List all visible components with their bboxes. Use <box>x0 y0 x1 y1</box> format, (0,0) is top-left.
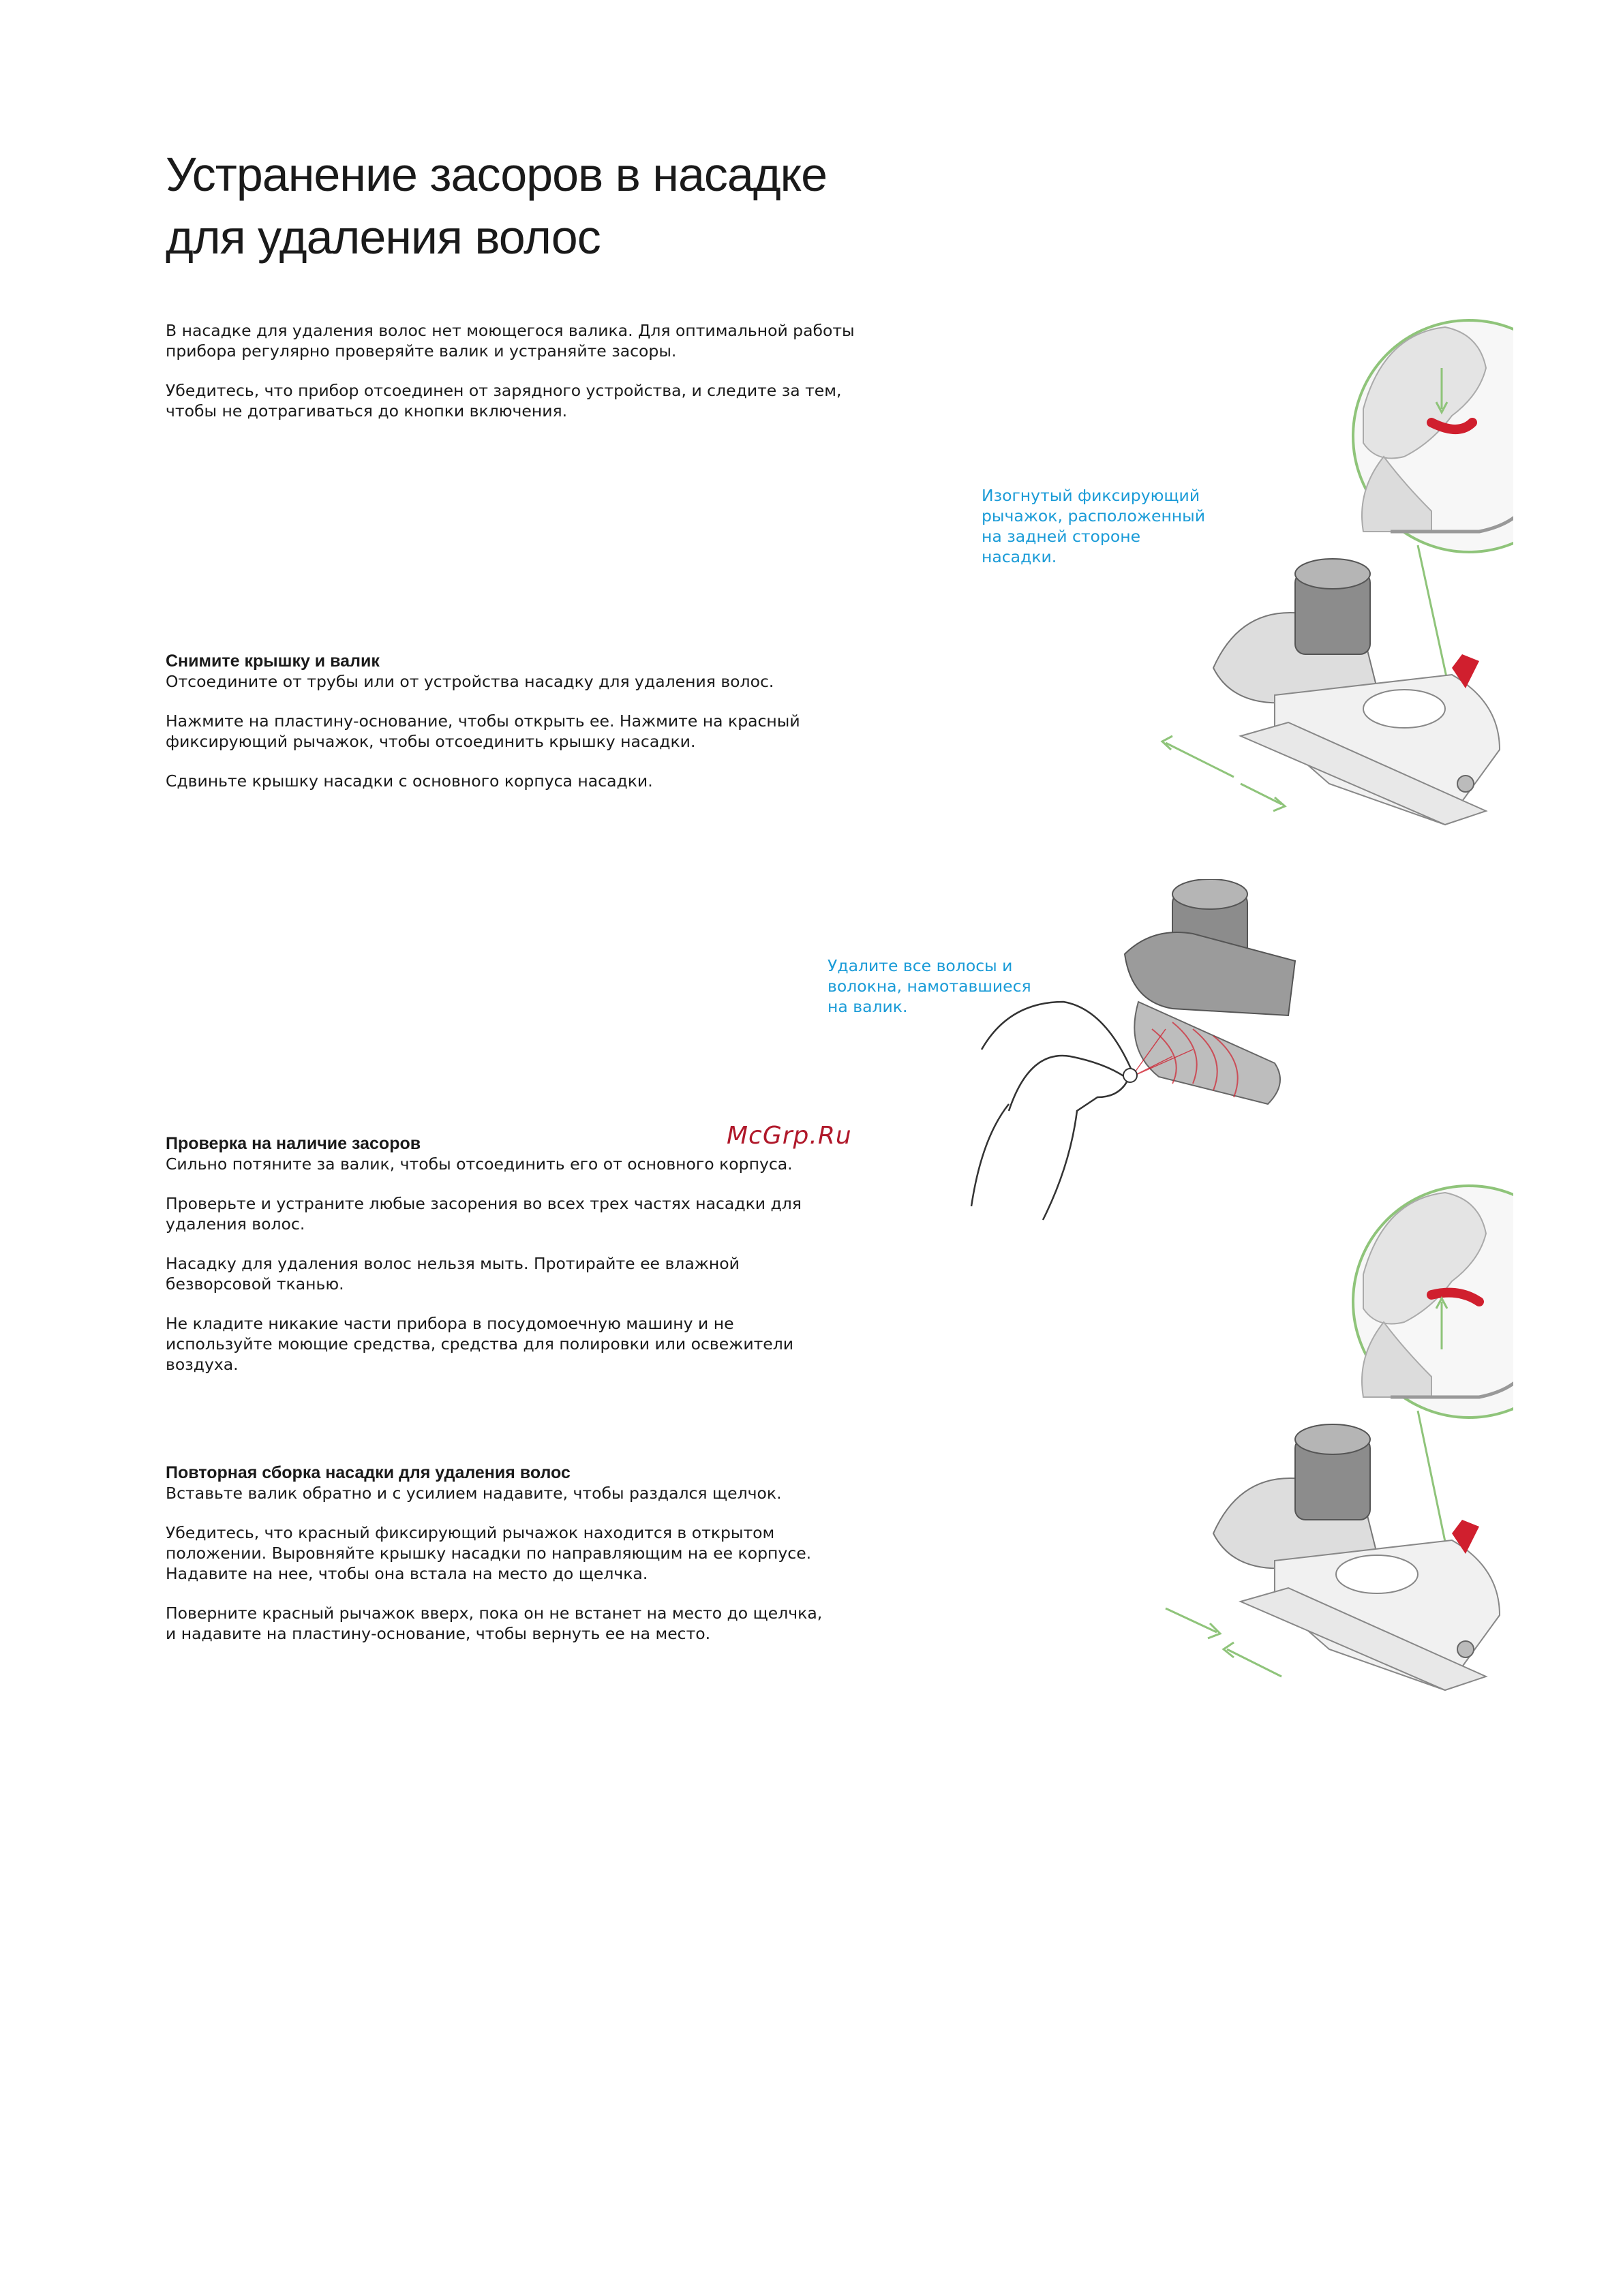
caption-lever-line2: рычажок, расположенный <box>982 506 1206 525</box>
nozzle-reassembly-illustration <box>1159 1172 1513 1738</box>
caption-lever-line3: на задней стороне <box>982 527 1141 546</box>
section-reassembly-p2-line1: Убедитесь, что красный фиксирующий рычажок находится в открытом <box>166 1523 775 1542</box>
section-check-blockages-p1: Сильно потяните за валик, чтобы отсоединить его от основного корпуса. <box>166 1154 793 1174</box>
intro-p2-line2: чтобы не дотрагиваться до кнопки включения. <box>166 401 568 420</box>
caption-lever-line4: насадки. <box>982 547 1057 566</box>
intro-p1-line1: В насадке для удаления волос нет моющегося валика. Для оптимальной работы <box>166 321 855 340</box>
intro-p2-line1: Убедитесь, что прибор отсоединен от зарядного устройства, и следите за тем, <box>166 381 842 400</box>
section-check-blockages-heading: Проверка на наличие засоров <box>166 1134 421 1153</box>
section-reassembly-p3-line1: Поверните красный рычажок вверх, пока он не встанет на место до щелчка, <box>166 1604 823 1623</box>
section-remove-cover-p1: Отсоедините от трубы или от устройства насадку для удаления волос. <box>166 672 774 691</box>
caption-hair-line3: на валик. <box>828 997 908 1016</box>
section-reassembly-p2-line3: Надавите на нее, чтобы она встала на место до щелчка. <box>166 1564 648 1583</box>
intro-text <box>166 320 855 440</box>
section-check-blockages-p2-line2: удаления волос. <box>166 1214 305 1234</box>
caption-lever-line1: Изогнутый фиксирующий <box>982 486 1200 505</box>
caption-hair-line1: Удалите все волосы и <box>828 956 1013 975</box>
caption-hair-line2: волокна, намотавшиеся <box>828 977 1031 996</box>
section-check-blockages-p3-line2: безворсовой тканью. <box>166 1274 344 1294</box>
section-reassembly-p2-line2: положении. Выровняйте крышку насадки по направляющим на ее корпусе. <box>166 1544 812 1563</box>
section-check-blockages-p3-line1: Насадку для удаления волос нельзя мыть. Протирайте ее влажной <box>166 1254 740 1273</box>
section-check-blockages <box>166 1133 802 1394</box>
section-remove-cover-p3: Сдвиньте крышку насадки с основного корпуса насадки. <box>166 771 653 791</box>
page-title <box>166 143 827 269</box>
section-remove-cover <box>166 651 800 810</box>
lever-detail-circle-reassembly <box>1353 1186 1513 1418</box>
section-reassembly-heading: Повторная сборка насадки для удаления волос <box>166 1463 571 1482</box>
section-check-blockages-p2-line1: Проверьте и устраните любые засорения во всех трех частях насадки для <box>166 1194 802 1213</box>
page-title-line-2: для удаления волос <box>166 211 601 264</box>
section-check-blockages-p4-line1: Не кладите никакие части прибора в посудомоечную машину и не <box>166 1314 734 1333</box>
intro-p1-line2: прибора регулярно проверяйте валик и устраняйте засоры. <box>166 341 677 361</box>
watermark: McGrp.Ru <box>727 1122 852 1150</box>
section-reassembly-p3-line2: и надавите на пластину-основание, чтобы вернуть ее на место. <box>166 1624 711 1643</box>
section-remove-cover-heading: Снимите крышку и валик <box>166 652 380 671</box>
section-check-blockages-p4-line3: воздуха. <box>166 1355 239 1374</box>
section-check-blockages-p4-line2: используйте моющие средства, средства для полировки или освежители <box>166 1334 794 1353</box>
section-reassembly-p1: Вставьте валик обратно и с усилием надавите, чтобы раздался щелчок. <box>166 1484 782 1503</box>
page-title-line-1: Устранение засоров в насадке <box>166 148 828 201</box>
section-reassembly <box>166 1463 822 1663</box>
lever-detail-circle <box>1353 320 1513 552</box>
nozzle-illustration <box>1159 307 1513 872</box>
section-remove-cover-p2-line2: фиксирующий рычажок, чтобы отсоединить крышку насадки. <box>166 732 696 751</box>
section-remove-cover-p2-line1: Нажмите на пластину-основание, чтобы открыть ее. Нажмите на красный <box>166 711 800 731</box>
